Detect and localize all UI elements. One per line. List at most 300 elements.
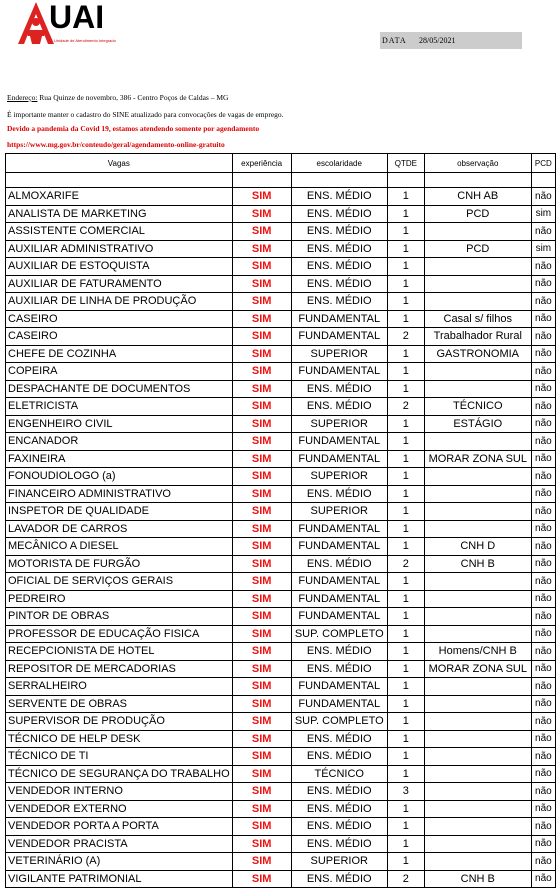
- pcd-cell: não: [531, 415, 555, 433]
- experiencia-cell: SIM: [232, 223, 291, 241]
- escolaridade-cell: ENS. MÉDIO: [291, 188, 387, 206]
- escolaridade-cell: SUPERIOR: [291, 345, 387, 363]
- table-row: [6, 275, 556, 293]
- qtde-cell: 1: [387, 450, 424, 468]
- observacao-cell: [424, 765, 531, 783]
- escolaridade-cell: ENS. MÉDIO: [291, 293, 387, 311]
- observacao-cell: [424, 293, 531, 311]
- pcd-cell: não: [531, 258, 555, 276]
- vaga-cell: TÉCNICO DE SEGURANÇA DO TRABALHO: [6, 765, 233, 783]
- observacao-cell: MORAR ZONA SUL: [424, 450, 531, 468]
- qtde-cell: 1: [387, 853, 424, 871]
- pcd-cell: não: [531, 293, 555, 311]
- col-header-escolaridade: escolaridade: [291, 154, 387, 173]
- qtde-cell: 1: [387, 573, 424, 591]
- vaga-cell: SERVENTE DE OBRAS: [6, 695, 233, 713]
- vaga-cell: ELETRICISTA: [6, 398, 233, 416]
- observacao-cell: [424, 713, 531, 731]
- qtde-cell: 1: [387, 310, 424, 328]
- qtde-cell: 1: [387, 415, 424, 433]
- pcd-cell: não: [531, 433, 555, 451]
- escolaridade-cell: FUNDAMENTAL: [291, 520, 387, 538]
- vaga-cell: MECÂNICO A DIESEL: [6, 538, 233, 556]
- job-table: [5, 153, 556, 888]
- pcd-cell: não: [531, 345, 555, 363]
- table-row: [6, 240, 556, 258]
- vaga-cell: FONOUDIOLOGO (a): [6, 468, 233, 486]
- vaga-cell: MOTORISTA DE FURGÃO: [6, 555, 233, 573]
- escolaridade-cell: ENS. MÉDIO: [291, 223, 387, 241]
- qtde-cell: 2: [387, 328, 424, 346]
- table-row: [6, 345, 556, 363]
- experiencia-cell: SIM: [232, 363, 291, 381]
- escolaridade-cell: FUNDAMENTAL: [291, 328, 387, 346]
- table-row: [6, 783, 556, 801]
- experiencia-cell: SIM: [232, 765, 291, 783]
- experiencia-cell: SIM: [232, 398, 291, 416]
- table-row: [6, 853, 556, 871]
- covid-notice: Devido a pandemia da Covid 19, estamos atendendo somente por agendamento: [7, 124, 260, 133]
- scheduling-url[interactable]: https://www.mg.gov.br/conteudo/geral/agendamento-online-gratuito: [7, 140, 225, 149]
- observacao-cell: [424, 258, 531, 276]
- table-row: [6, 398, 556, 416]
- qtde-cell: 1: [387, 240, 424, 258]
- vaga-cell: AUXILIAR ADMINISTRATIVO: [6, 240, 233, 258]
- escolaridade-cell: ENS. MÉDIO: [291, 730, 387, 748]
- vaga-cell: FINANCEIRO ADMINISTRATIVO: [6, 485, 233, 503]
- experiencia-cell: SIM: [232, 293, 291, 311]
- table-row: [6, 328, 556, 346]
- col-header-vagas: Vagas: [6, 154, 233, 173]
- pcd-cell: não: [531, 188, 555, 206]
- pcd-cell: não: [531, 870, 555, 888]
- table-row: [6, 415, 556, 433]
- pcd-cell: não: [531, 713, 555, 731]
- table-row: [6, 818, 556, 836]
- observacao-cell: ESTÁGIO: [424, 415, 531, 433]
- col-header-experiencia: experiência: [232, 154, 291, 173]
- vaga-cell: PINTOR DE OBRAS: [6, 608, 233, 626]
- observacao-cell: CNH AB: [424, 188, 531, 206]
- table-row: [6, 485, 556, 503]
- experiencia-cell: SIM: [232, 818, 291, 836]
- observacao-cell: [424, 363, 531, 381]
- vaga-cell: REPOSITOR DE MERCADORIAS: [6, 660, 233, 678]
- experiencia-cell: SIM: [232, 275, 291, 293]
- escolaridade-cell: ENS. MÉDIO: [291, 818, 387, 836]
- qtde-cell: 1: [387, 730, 424, 748]
- job-table-body: [6, 173, 556, 888]
- address-text: Rua Quinze de novembro, 386 - Centro Poços de Caldas – MG: [37, 93, 229, 102]
- qtde-cell: 1: [387, 590, 424, 608]
- uai-logo: [16, 0, 116, 46]
- vaga-cell: AUXILIAR DE LINHA DE PRODUÇÃO: [6, 293, 233, 311]
- observacao-cell: [424, 520, 531, 538]
- observacao-cell: MORAR ZONA SUL: [424, 660, 531, 678]
- pcd-cell: não: [531, 503, 555, 521]
- pcd-cell: não: [531, 450, 555, 468]
- table-row: [6, 205, 556, 223]
- escolaridade-cell: ENS. MÉDIO: [291, 398, 387, 416]
- brand-name: UAI: [49, 0, 105, 35]
- qtde-cell: 1: [387, 748, 424, 766]
- vaga-cell: ENCANADOR: [6, 433, 233, 451]
- pcd-cell: não: [531, 748, 555, 766]
- experiencia-cell: SIM: [232, 310, 291, 328]
- escolaridade-cell: ENS. MÉDIO: [291, 835, 387, 853]
- experiencia-cell: SIM: [232, 485, 291, 503]
- address-label: Endereço:: [7, 93, 38, 102]
- escolaridade-cell: ENS. MÉDIO: [291, 555, 387, 573]
- table-row: [6, 520, 556, 538]
- vaga-cell: INSPETOR DE QUALIDADE: [6, 503, 233, 521]
- observacao-cell: [424, 625, 531, 643]
- vaga-cell: COPEIRA: [6, 363, 233, 381]
- col-header-pcd: PCD: [531, 154, 555, 173]
- observacao-cell: Trabalhador Rural: [424, 328, 531, 346]
- experiencia-cell: SIM: [232, 573, 291, 591]
- escolaridade-cell: FUNDAMENTAL: [291, 590, 387, 608]
- blank-row: [6, 173, 556, 188]
- vaga-cell: VIGILANTE PATRIMONIAL: [6, 870, 233, 888]
- observacao-cell: [424, 853, 531, 871]
- experiencia-cell: SIM: [232, 328, 291, 346]
- qtde-cell: 1: [387, 765, 424, 783]
- experiencia-cell: SIM: [232, 783, 291, 801]
- escolaridade-cell: FUNDAMENTAL: [291, 608, 387, 626]
- table-row: [6, 363, 556, 381]
- qtde-cell: 1: [387, 293, 424, 311]
- observacao-cell: [424, 468, 531, 486]
- escolaridade-cell: ENS. MÉDIO: [291, 800, 387, 818]
- notice-text: É importante manter o cadastro do SINE atualizado para convocações de vagas de emprego.: [7, 110, 284, 119]
- table-row: [6, 590, 556, 608]
- pcd-cell: não: [531, 328, 555, 346]
- table-row: [6, 503, 556, 521]
- brand-tagline: Unidade de Atendimento Integrado: [54, 38, 116, 43]
- escolaridade-cell: ENS. MÉDIO: [291, 275, 387, 293]
- experiencia-cell: SIM: [232, 870, 291, 888]
- pcd-cell: não: [531, 468, 555, 486]
- experiencia-cell: SIM: [232, 468, 291, 486]
- pcd-cell: não: [531, 678, 555, 696]
- qtde-cell: 1: [387, 538, 424, 556]
- table-row: [6, 188, 556, 206]
- qtde-cell: 1: [387, 363, 424, 381]
- observacao-cell: Casal s/ filhos: [424, 310, 531, 328]
- table-row: [6, 450, 556, 468]
- pcd-cell: não: [531, 818, 555, 836]
- pcd-cell: não: [531, 538, 555, 556]
- vaga-cell: DESPACHANTE DE DOCUMENTOS: [6, 380, 233, 398]
- experiencia-cell: SIM: [232, 205, 291, 223]
- vaga-cell: CASEIRO: [6, 310, 233, 328]
- pcd-cell: não: [531, 730, 555, 748]
- qtde-cell: 1: [387, 643, 424, 661]
- table-row: [6, 835, 556, 853]
- escolaridade-cell: SUPERIOR: [291, 503, 387, 521]
- observacao-cell: PCD: [424, 205, 531, 223]
- qtde-cell: 2: [387, 555, 424, 573]
- pcd-cell: não: [531, 573, 555, 591]
- experiencia-cell: SIM: [232, 503, 291, 521]
- table-row: [6, 800, 556, 818]
- vaga-cell: AUXILIAR DE ESTOQUISTA: [6, 258, 233, 276]
- experiencia-cell: SIM: [232, 713, 291, 731]
- table-header-row: [6, 154, 556, 173]
- observacao-cell: [424, 800, 531, 818]
- table-row: [6, 765, 556, 783]
- observacao-cell: [424, 678, 531, 696]
- table-row: [6, 468, 556, 486]
- col-header-observacao: observação: [424, 154, 531, 173]
- table-row: [6, 258, 556, 276]
- observacao-cell: [424, 783, 531, 801]
- qtde-cell: 3: [387, 783, 424, 801]
- table-row: [6, 660, 556, 678]
- table-row: [6, 293, 556, 311]
- experiencia-cell: SIM: [232, 433, 291, 451]
- escolaridade-cell: FUNDAMENTAL: [291, 678, 387, 696]
- pcd-cell: não: [531, 800, 555, 818]
- escolaridade-cell: SUPERIOR: [291, 853, 387, 871]
- vaga-cell: CHEFE DE COZINHA: [6, 345, 233, 363]
- table-row: [6, 573, 556, 591]
- observacao-cell: [424, 730, 531, 748]
- pcd-cell: não: [531, 223, 555, 241]
- escolaridade-cell: FUNDAMENTAL: [291, 363, 387, 381]
- observacao-cell: CNH B: [424, 870, 531, 888]
- escolaridade-cell: ENS. MÉDIO: [291, 748, 387, 766]
- vaga-cell: TÉCNICO DE TI: [6, 748, 233, 766]
- vaga-cell: ALMOXARIFE: [6, 188, 233, 206]
- experiencia-cell: SIM: [232, 835, 291, 853]
- col-header-qtde: QTDE: [387, 154, 424, 173]
- experiencia-cell: SIM: [232, 608, 291, 626]
- pcd-cell: não: [531, 275, 555, 293]
- experiencia-cell: SIM: [232, 188, 291, 206]
- escolaridade-cell: SUP. COMPLETO: [291, 713, 387, 731]
- vaga-cell: SERRALHEIRO: [6, 678, 233, 696]
- pcd-cell: não: [531, 835, 555, 853]
- vaga-cell: VENDEDOR INTERNO: [6, 783, 233, 801]
- qtde-cell: 1: [387, 835, 424, 853]
- observacao-cell: [424, 748, 531, 766]
- experiencia-cell: SIM: [232, 415, 291, 433]
- qtde-cell: 2: [387, 398, 424, 416]
- qtde-cell: 2: [387, 870, 424, 888]
- qtde-cell: 1: [387, 188, 424, 206]
- experiencia-cell: SIM: [232, 695, 291, 713]
- pcd-cell: não: [531, 380, 555, 398]
- pcd-cell: não: [531, 625, 555, 643]
- observacao-cell: [424, 695, 531, 713]
- vaga-cell: RECEPCIONISTA DE HOTEL: [6, 643, 233, 661]
- qtde-cell: 1: [387, 818, 424, 836]
- observacao-cell: [424, 818, 531, 836]
- vaga-cell: VENDEDOR PRACISTA: [6, 835, 233, 853]
- table-row: [6, 695, 556, 713]
- escolaridade-cell: FUNDAMENTAL: [291, 433, 387, 451]
- escolaridade-cell: TÉCNICO: [291, 765, 387, 783]
- pcd-cell: não: [531, 853, 555, 871]
- experiencia-cell: SIM: [232, 590, 291, 608]
- pcd-cell: sim: [531, 205, 555, 223]
- vaga-cell: AUXILIAR DE FATURAMENTO: [6, 275, 233, 293]
- pcd-cell: não: [531, 590, 555, 608]
- qtde-cell: 1: [387, 503, 424, 521]
- observacao-cell: Homens/CNH B: [424, 643, 531, 661]
- date-box: [380, 32, 522, 49]
- experiencia-cell: SIM: [232, 380, 291, 398]
- experiencia-cell: SIM: [232, 625, 291, 643]
- table-row: [6, 555, 556, 573]
- table-row: [6, 870, 556, 888]
- table-row: [6, 608, 556, 626]
- escolaridade-cell: SUP. COMPLETO: [291, 625, 387, 643]
- observacao-cell: [424, 573, 531, 591]
- pcd-cell: não: [531, 765, 555, 783]
- experiencia-cell: SIM: [232, 555, 291, 573]
- table-row: [6, 643, 556, 661]
- observacao-cell: PCD: [424, 240, 531, 258]
- vaga-cell: PROFESSOR DE EDUCAÇÃO FISICA: [6, 625, 233, 643]
- experiencia-cell: SIM: [232, 240, 291, 258]
- observacao-cell: CNH D: [424, 538, 531, 556]
- escolaridade-cell: FUNDAMENTAL: [291, 310, 387, 328]
- vaga-cell: VENDEDOR EXTERNO: [6, 800, 233, 818]
- escolaridade-cell: ENS. MÉDIO: [291, 258, 387, 276]
- observacao-cell: [424, 433, 531, 451]
- observacao-cell: TÉCNICO: [424, 398, 531, 416]
- vaga-cell: SUPERVISOR DE PRODUÇÃO: [6, 713, 233, 731]
- vaga-cell: OFICIAL DE SERVIÇOS GERAIS: [6, 573, 233, 591]
- escolaridade-cell: SUPERIOR: [291, 415, 387, 433]
- pcd-cell: não: [531, 695, 555, 713]
- address-line: [7, 93, 228, 102]
- qtde-cell: 1: [387, 223, 424, 241]
- qtde-cell: 1: [387, 520, 424, 538]
- pcd-cell: não: [531, 660, 555, 678]
- observacao-cell: [424, 485, 531, 503]
- qtde-cell: 1: [387, 485, 424, 503]
- table-row: [6, 380, 556, 398]
- qtde-cell: 1: [387, 678, 424, 696]
- date-value: 28/05/2021: [419, 36, 456, 45]
- escolaridade-cell: ENS. MÉDIO: [291, 380, 387, 398]
- pcd-cell: não: [531, 783, 555, 801]
- vaga-cell: VENDEDOR PORTA A PORTA: [6, 818, 233, 836]
- vaga-cell: VETERINÁRIO (A): [6, 853, 233, 871]
- pcd-cell: sim: [531, 240, 555, 258]
- escolaridade-cell: FUNDAMENTAL: [291, 538, 387, 556]
- escolaridade-cell: ENS. MÉDIO: [291, 660, 387, 678]
- escolaridade-cell: ENS. MÉDIO: [291, 783, 387, 801]
- table-row: [6, 748, 556, 766]
- pcd-cell: não: [531, 485, 555, 503]
- table-row: [6, 713, 556, 731]
- experiencia-cell: SIM: [232, 643, 291, 661]
- escolaridade-cell: ENS. MÉDIO: [291, 240, 387, 258]
- table-row: [6, 538, 556, 556]
- qtde-cell: 1: [387, 380, 424, 398]
- escolaridade-cell: ENS. MÉDIO: [291, 870, 387, 888]
- pcd-cell: não: [531, 555, 555, 573]
- table-row: [6, 730, 556, 748]
- observacao-cell: [424, 380, 531, 398]
- observacao-cell: [424, 275, 531, 293]
- experiencia-cell: SIM: [232, 538, 291, 556]
- qtde-cell: 1: [387, 695, 424, 713]
- observacao-cell: [424, 608, 531, 626]
- table-row: [6, 625, 556, 643]
- escolaridade-cell: ENS. MÉDIO: [291, 205, 387, 223]
- qtde-cell: 1: [387, 258, 424, 276]
- experiencia-cell: SIM: [232, 258, 291, 276]
- qtde-cell: 1: [387, 608, 424, 626]
- observacao-cell: [424, 835, 531, 853]
- experiencia-cell: SIM: [232, 450, 291, 468]
- table-row: [6, 310, 556, 328]
- pcd-cell: não: [531, 643, 555, 661]
- experiencia-cell: SIM: [232, 748, 291, 766]
- qtde-cell: 1: [387, 205, 424, 223]
- qtde-cell: 1: [387, 468, 424, 486]
- vaga-cell: ASSISTENTE COMERCIAL: [6, 223, 233, 241]
- observacao-cell: CNH B: [424, 555, 531, 573]
- escolaridade-cell: ENS. MÉDIO: [291, 485, 387, 503]
- escolaridade-cell: ENS. MÉDIO: [291, 643, 387, 661]
- qtde-cell: 1: [387, 800, 424, 818]
- experiencia-cell: SIM: [232, 853, 291, 871]
- pcd-cell: não: [531, 398, 555, 416]
- qtde-cell: 1: [387, 345, 424, 363]
- experiencia-cell: SIM: [232, 730, 291, 748]
- experiencia-cell: SIM: [232, 678, 291, 696]
- table-row: [6, 223, 556, 241]
- vaga-cell: TÉCNICO DE HELP DESK: [6, 730, 233, 748]
- experiencia-cell: SIM: [232, 520, 291, 538]
- observacao-cell: [424, 223, 531, 241]
- qtde-cell: 1: [387, 713, 424, 731]
- vaga-cell: ENGENHEIRO CIVIL: [6, 415, 233, 433]
- vaga-cell: PEDREIRO: [6, 590, 233, 608]
- experiencia-cell: SIM: [232, 345, 291, 363]
- pcd-cell: não: [531, 520, 555, 538]
- qtde-cell: 1: [387, 433, 424, 451]
- observacao-cell: GASTRONOMIA: [424, 345, 531, 363]
- vaga-cell: LAVADOR DE CARROS: [6, 520, 233, 538]
- escolaridade-cell: SUPERIOR: [291, 468, 387, 486]
- vaga-cell: CASEIRO: [6, 328, 233, 346]
- observacao-cell: [424, 503, 531, 521]
- pcd-cell: não: [531, 608, 555, 626]
- pcd-cell: não: [531, 363, 555, 381]
- date-label: DATA: [382, 36, 407, 45]
- observacao-cell: [424, 590, 531, 608]
- qtde-cell: 1: [387, 660, 424, 678]
- escolaridade-cell: FUNDAMENTAL: [291, 450, 387, 468]
- table-row: [6, 433, 556, 451]
- experiencia-cell: SIM: [232, 800, 291, 818]
- vaga-cell: ANALISTA DE MARKETING: [6, 205, 233, 223]
- escolaridade-cell: FUNDAMENTAL: [291, 573, 387, 591]
- qtde-cell: 1: [387, 625, 424, 643]
- experiencia-cell: SIM: [232, 660, 291, 678]
- qtde-cell: 1: [387, 275, 424, 293]
- vaga-cell: FAXINEIRA: [6, 450, 233, 468]
- escolaridade-cell: FUNDAMENTAL: [291, 695, 387, 713]
